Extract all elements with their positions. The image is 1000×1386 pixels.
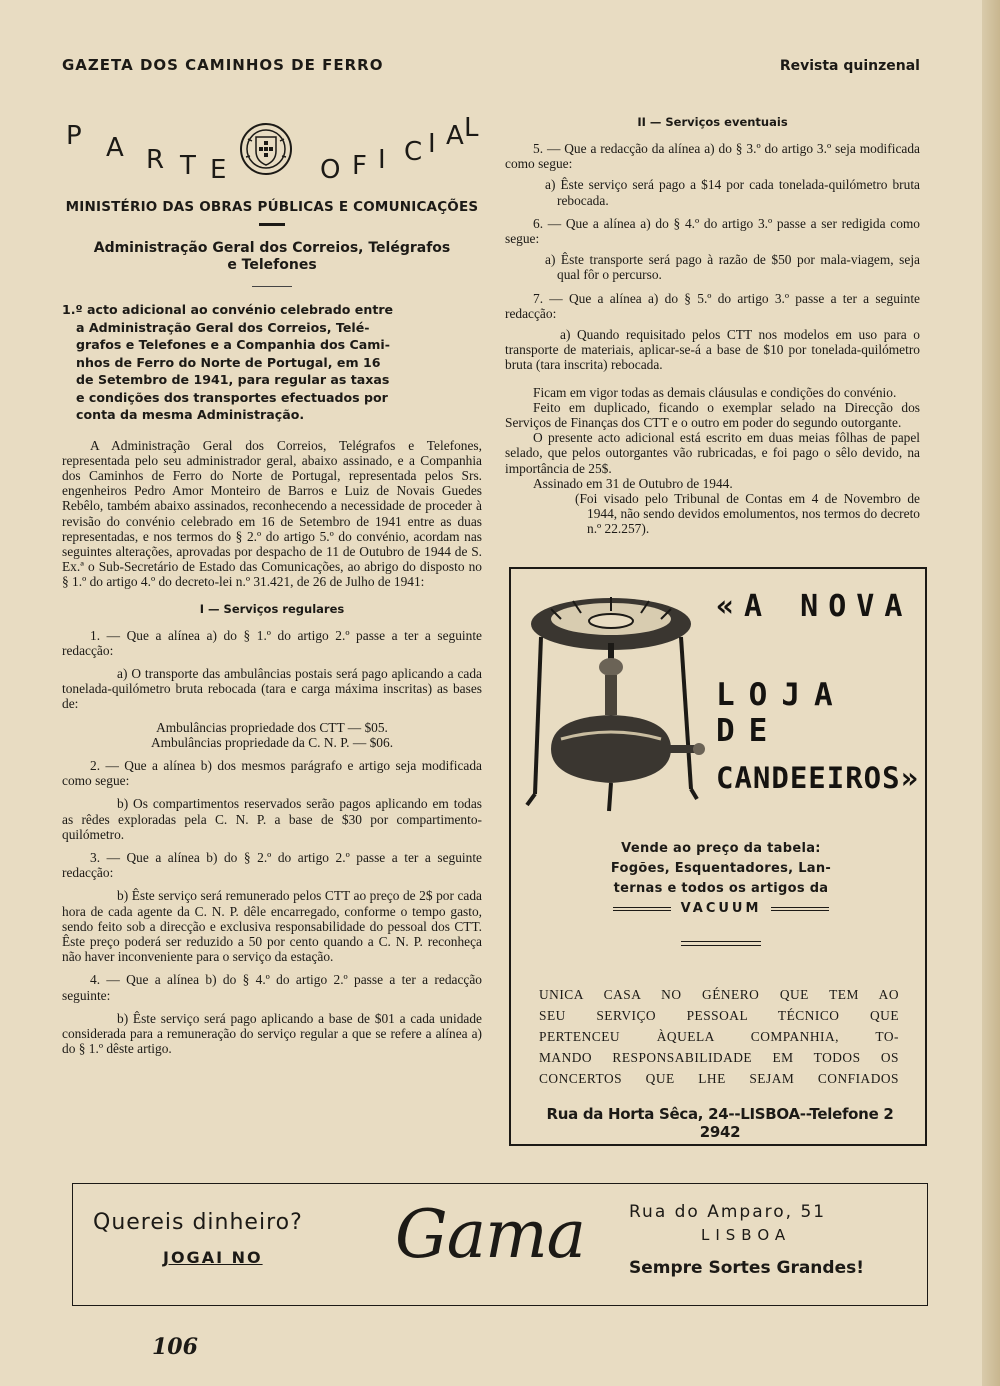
right-column [505,115,920,537]
heading-letter: O [320,155,341,185]
act-title-line: a Administração Geral dos Correios, Telé- [76,319,370,335]
unica-casa-text [539,984,899,1089]
administration-line: e Telefones [227,257,317,273]
ad-address: Rua do Amparo, 51 [629,1202,827,1222]
act-title-line: grafos e Telefones e a Companhia dos Cami- [76,337,390,352]
act-title-line: nhos de Ferro do Norte de Portugal, em 16 [76,354,381,370]
paragraph: 7. — Que a alínea a) do § 5.º do artigo 3.º passe a ter a seguinte redacção: [505,290,920,321]
heading-letter: E [210,155,227,185]
paragraph: 2. — Que a alínea b) dos mesmos parágrafo e artigo seja modificada como segue: [62,757,482,789]
parte-oficial-heading [62,115,482,195]
paragraph: Ambulâncias propriedade da C. N. P. — $06. [150,734,394,750]
divider [613,907,671,911]
heading-letter: F [352,151,367,181]
paragraph: 6. — Que a alínea a) do § 4.º do artigo 3.º passe a ser redigida como segue: [505,215,920,247]
paragraph: (Foi visado pelo Tribunal de Contas em 4 de Novembro de 1944, não sendo devidos emolumentos, nos termos do decreto n.º 22.257). [575,491,920,537]
paragraph: Assinado em 31 de Outubro de 1944. [533,475,733,491]
shop-address: Rua da Horta Sêca, 24--LISBOA--Telefone 2 2942 [546,1105,894,1141]
paragraph: a) O transporte das ambulâncias postais será pago aplicando a cada tonelada-quilómetro bruta rebocada (tara e carga máxima inscritas) as bases de: [62,665,482,712]
journal-title: GAZETA DOS CAMINHOS DE FERRO [62,56,384,74]
vende-text [571,839,871,919]
divider [252,286,292,287]
unica-line: MANDO RESPONSABILIDADE EM TODOS OS [539,1050,899,1065]
ad-city: LISBOA [701,1226,792,1244]
heading-letter: R [146,145,165,175]
ad-jogai: JOGAI NO [163,1248,263,1267]
heading-letter: T [180,151,196,181]
act-title-line: 1.º acto adicional ao convénio celebrado entre [62,302,394,317]
paragraph: Feito em duplicado, ficando o exemplar selado na Direcção dos Serviços de Finanças dos CTT e o outro em poder do segundo outorgante. [505,399,920,431]
paragraph: 3. — Que a alínea b) do § 2.º do artigo 2.º passe a ter a seguinte redacção: [62,849,482,881]
left-column [62,115,482,1056]
vacuum-brand: VACUUM [680,901,762,916]
unica-line: PERTENCEU ÀQUELA COMPANHIA, TO- [539,1029,899,1044]
paragraph: a) Êste transporte será pago à razão de $50 por mala-viagem, seja qual fôr o percurso. [545,252,920,283]
heading-letter: A [446,121,464,151]
headline-loja-de: LOJA DE [716,677,847,749]
headline-a-nova: «A NOVA [716,589,913,624]
heading-letter: L [464,113,479,143]
vende-line: Fogões, Esquentadores, Lan- [610,861,832,876]
vende-line: ternas e todos os artigos da [613,881,829,896]
paragraph: O presente acto adicional está escrito em duas meias fôlhas de papel selado, que pelos outorgantes vão rubricadas, e foi pago o sêlo devido, na importância de 25$. [505,430,920,476]
act-title [62,301,482,424]
paragraph: b) Os compartimentos reservados serão pagos aplicando em todas as rêdes exploradas pela C. N. P. a base de $30 por compartimento-quilómetro. [62,796,482,842]
paragraph: 4. — Que a alínea b) do § 4.º do artigo 2.º passe a ter a redacção seguinte: [62,972,482,1003]
paragraph: b) Êste serviço será pago aplicando a base de $01 a cada unidade considerada para a remuneração do serviço regular a que se refere a alínea a) do § 1.º dêste artigo. [62,1010,482,1057]
vende-line: Vende ao preço da tabela: [621,841,821,856]
divider [259,223,285,226]
heading-letter: I [428,129,436,159]
heading-letter: C [404,137,423,167]
unica-line: SEU SERVIÇO PESSOAL TÉCNICO QUE [539,1008,899,1023]
administration-heading [62,240,482,274]
act-title-line: de Setembro de 1941, para regular as taxas [76,372,390,387]
ministry-heading: MINISTÉRIO DAS OBRAS PÚBLICAS E COMUNICAÇÕES [65,199,479,215]
section-title: I — Serviços regulares [199,601,345,616]
paragraph: Ficam em vigor todas as demais cláusulas e condições do convénio. [533,384,897,400]
heading-letter: I [378,145,386,175]
ad-slogan: Sempre Sortes Grandes! [629,1258,864,1278]
paragraph: a) Êste serviço será pago a $14 por cada tonelada-quilómetro bruta rebocada. [545,177,920,208]
paragraph: 1. — Que a alínea a) do § 1.º do artigo 2.º passe a ter a seguinte redacção: [62,627,482,658]
paragraph: Ambulâncias propriedade dos CTT — $05. [156,719,388,735]
paragraph: 5. — Que a redacção da alínea a) do § 3.º do artigo 3.º seja modificada como segue: [505,141,920,172]
section-title: II — Serviços eventuais [637,115,788,129]
stove-shop-advertisement [509,567,927,1146]
page-edge-shadow [982,0,1000,1386]
gama-lottery-advertisement [72,1183,928,1306]
act-title-line: conta da mesma Administração. [76,407,305,422]
heading-letter: A [106,133,124,163]
intro-paragraph: A Administração Geral dos Correios, Telégrafos e Telefones, representada pelo seu administrador geral, abaixo assinado, e a Companhia dos Caminhos de Ferro do Norte de Portugal, representada pelos Srs. engenheiros Pedro Amor Monteiro de Barros e Luiz de Novais Guedes Rebêlo, também abaixo assinados, reconhecendo a necessidade de proceder à revisão do convénio celebrado em 16 de Setembro de 1941 entre as duas representadas, e nos termos do § 2.º do artigo 5.º do convénio, acordam nas seguintes alterações, aprovadas por despacho de 11 de Outubro de 1944 de S. Ex.ª o Sub-Secretário de Estado das Comunicações, ao abrigo do disposto no § 1.º do artigo 4.º do decreto-lei n.º 31.421, de 26 de Julho de 1941: [62,437,482,590]
journal-subtitle: Revista quinzenal [779,58,920,74]
divider [681,941,761,946]
page-number: 106 [152,1334,198,1360]
divider [771,907,829,911]
vacuum-row [571,899,871,919]
paragraph: b) Êste serviço será remunerado pelos CTT ao preço de 2$ por cada hora de cada agente da C. N. P. dêle encarregado, conforme o tempo gasto, sendo feito sob a direcção e exclusiva responsabilidade do pessoal dos CTT. Êste preço poderá ser reduzido a 50 por cento quando a C. N. P. reconheça não haver inconveniente para o serviço da estação. [62,888,482,965]
unica-line: UNICA CASA NO GÉNERO QUE TEM AO [539,987,899,1002]
paragraph: a) Quando requisitado pelos CTT nos modelos em uso para o transporte de materiais, aplicar-se-á a base de $10 por tonelada-quilómetro bruta (tara inscrita) rebocada. [505,327,920,373]
ad-question: Quereis dinheiro? [93,1210,303,1235]
unica-line: CONCERTOS QUE LHE SEJAM CONFIADOS [539,1071,899,1086]
kerosene-stove-illustration [521,579,711,819]
heading-letter: P [66,121,82,151]
headline-candeeiros: CANDEEIROS» [716,761,920,795]
act-title-line: e condições dos transportes efectuados por [76,389,388,405]
gama-logo: Gama [395,1196,586,1273]
administration-line: Administração Geral dos Correios, Telégrafos [93,240,451,256]
coat-of-arms-icon [238,121,294,177]
